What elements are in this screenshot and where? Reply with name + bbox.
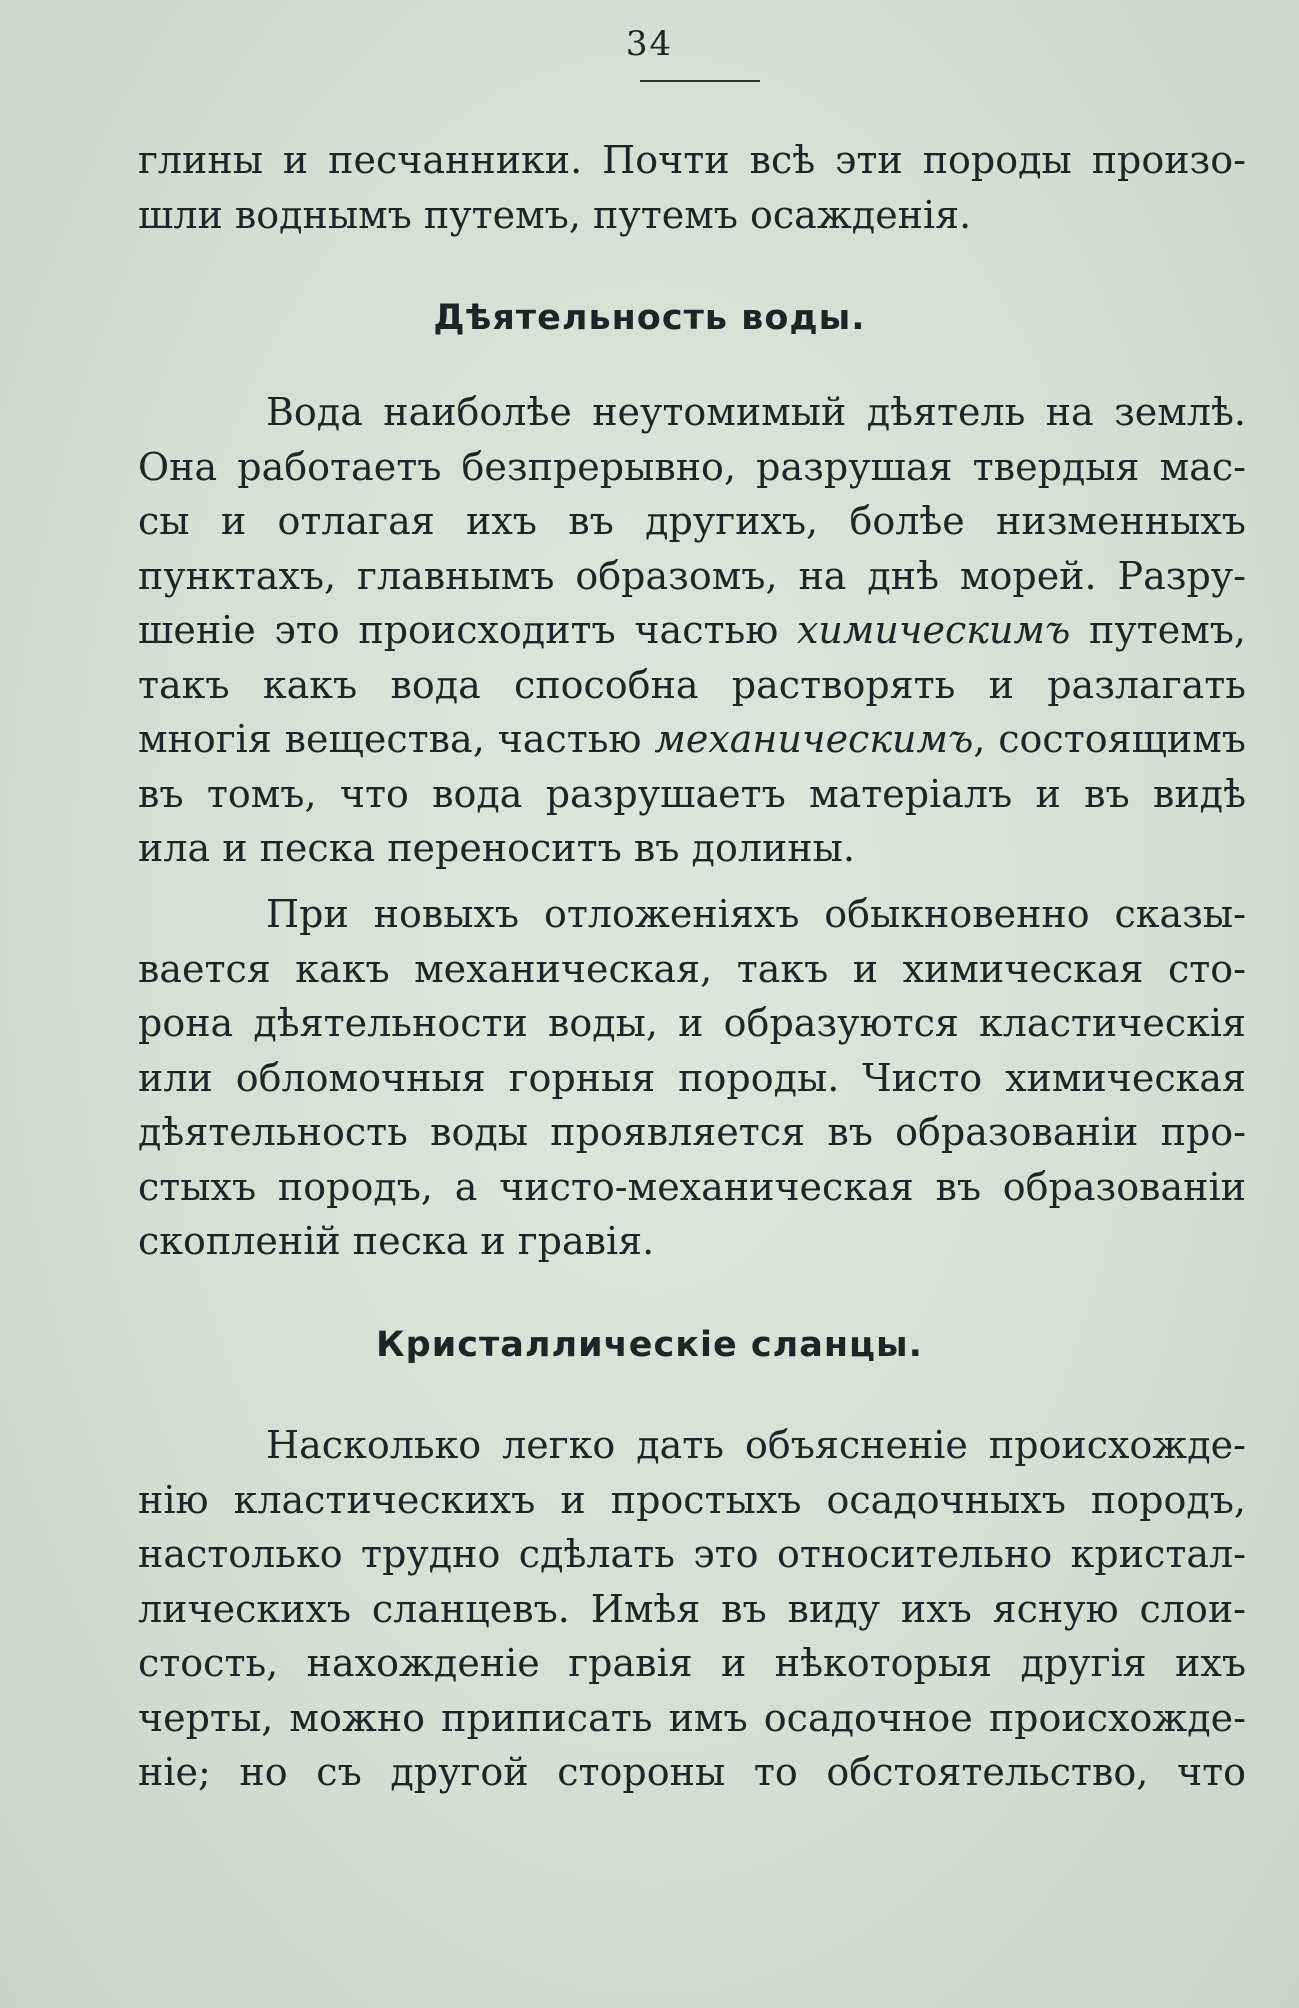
text-line: или обломочныя горныя породы. Чисто химическая: [138, 1055, 1246, 1100]
text-run: многія вещества, частью: [138, 717, 655, 761]
text-run: , состоящимъ: [973, 717, 1246, 761]
text-line: такъ какъ вода способна растворять и разлагать: [138, 662, 1246, 707]
text-line: нію кластическихъ и простыхъ осадочныхъ породъ,: [138, 1477, 1246, 1522]
text-line: Насколько легко дать объясненіе происхожде-: [266, 1423, 1246, 1467]
text-line: ила и песка переноситъ въ долины.: [138, 826, 855, 870]
text-line: скопленій песка и гравія.: [138, 1219, 655, 1263]
text-line: сы и отлагая ихъ въ другихъ, болѣе низменныхъ: [138, 499, 1246, 543]
text-line: При новыхъ отложеніяхъ обыкновенно сказы-: [266, 892, 1246, 936]
italic-term: химическимъ: [797, 608, 1071, 652]
text-line: глины и песчанники. Почти всѣ эти породы произо-: [138, 138, 1246, 182]
text-line: стость, нахожденіе гравія и нѣкоторыя другія ихъ: [138, 1641, 1246, 1685]
text-line: лическихъ сланцевъ. Имѣя въ виду ихъ ясную слои-: [138, 1586, 1246, 1631]
schists-paragraph-1: [138, 1418, 1246, 1800]
section-heading-schists: Кристаллическіе сланцы.: [376, 1325, 923, 1365]
text-line: шли воднымъ путемъ, путемъ осажденія.: [138, 192, 972, 237]
text-line: пунктахъ, главнымъ образомъ, на днѣ морей. Разру-: [138, 553, 1246, 598]
text-line: Вода наиболѣе неутомимый дѣятель на землѣ.: [266, 390, 1246, 434]
text-line: въ томъ, что вода разрушаетъ матеріалъ и въ видѣ: [138, 771, 1246, 816]
page-number-rule: [640, 80, 760, 82]
text-line: дѣятельность воды проявляется въ образованіи про-: [138, 1110, 1246, 1154]
text-line: рона дѣятельности воды, и образуются кластическія: [138, 1001, 1246, 1045]
text-line: ніе; но съ другой стороны то обстоятельство, что: [138, 1750, 1246, 1794]
text-line: стыхъ породъ, а чисто-механическая въ образованіи: [138, 1164, 1246, 1209]
page-number: 34: [625, 24, 674, 64]
water-paragraph-2: [138, 887, 1246, 1269]
text-line: Она работаетъ безпрерывно, разрушая твердыя мас-: [138, 444, 1246, 489]
text-run: путемъ,: [1070, 608, 1247, 652]
italic-term: механическимъ: [654, 717, 974, 761]
text-line: вается какъ механическая, такъ и химическая сто-: [138, 946, 1246, 991]
text-line: черты, можно приписать имъ осадочное происхожде-: [138, 1695, 1246, 1740]
text-line: [138, 603, 1246, 658]
section-heading-water: Дѣятельность воды.: [433, 298, 866, 338]
text-line: настолько трудно сдѣлать это относительно кристал-: [138, 1532, 1246, 1576]
text-line: [138, 712, 1246, 767]
text-run: шеніе это происходитъ частью: [138, 608, 797, 652]
intro-paragraph: [138, 133, 1246, 242]
water-paragraph-1: [138, 385, 1246, 876]
